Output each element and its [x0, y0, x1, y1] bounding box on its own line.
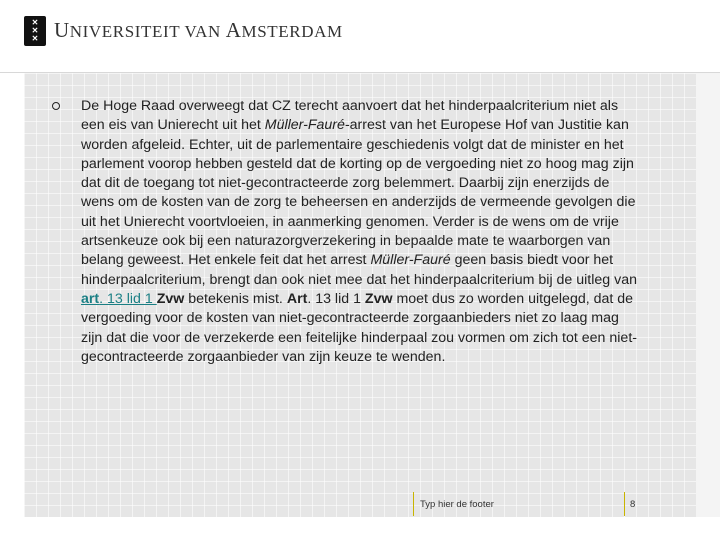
footer-text: Typ hier de footer — [420, 499, 494, 510]
bullet-icon — [52, 102, 60, 110]
footer-divider-2 — [624, 492, 625, 516]
panel-edge — [696, 73, 720, 517]
organization-name: UNIVERSITEIT VAN AMSTERDAM — [54, 18, 343, 42]
footer-divider — [413, 492, 414, 516]
header — [0, 0, 720, 72]
page-number: 8 — [630, 499, 636, 510]
body-paragraph: De Hoge Raad overweegt dat CZ terecht aanvoert dat het hinderpaalcriterium niet als een eis van Unierecht uit het Müller-Fauré-arrest van het Europese Hof van Justitie kan worden afgeleid. Echter, uit de parlementaire geschiedenis volgt dat de minister en het parlement voorop hebben gesteld dat de korting op de vergoeding niet zo hoog mag zijn dat dit de toegang tot niet-gecontracteerde zorg belemmert. Daarbij zijn enerzijds de wens om de kosten van de zorg te beheersen en anderzijds de vermeende gevolgen die uit het Unierecht voortvloeien, in aanmerking genomen. Verder is de wens om de vrije artsenkeuze ook bij een naturazorgverzekering in bepaalde mate te waarborgen van belang geweest. Het enkele feit dat het arrest Müller-Fauré geen basis biedt voor het hinderpaalcriterium, brengt dan ook niet mee dat het hinderpaalcriterium bij de uitleg van art. 13 lid 1 Zvw betekenis mist. Art. 13 lid 1 Zvw moet dus zo worden uitgelegd, dat de vergoeding voor de kosten van niet-gecontracteerde zorgaanbieders niet zo laag mag zijn dat die voor de verzekerde een feitelijke hinderpaal zou vormen om zich tot een niet-gecontracteerde zorgaanbieder van zijn keuze te wenden. — [81, 98, 638, 365]
university-logo-icon: ✕ ✕ ✕ — [24, 16, 46, 46]
law-article-link[interactable]: art. 13 lid 1 — [81, 290, 157, 307]
